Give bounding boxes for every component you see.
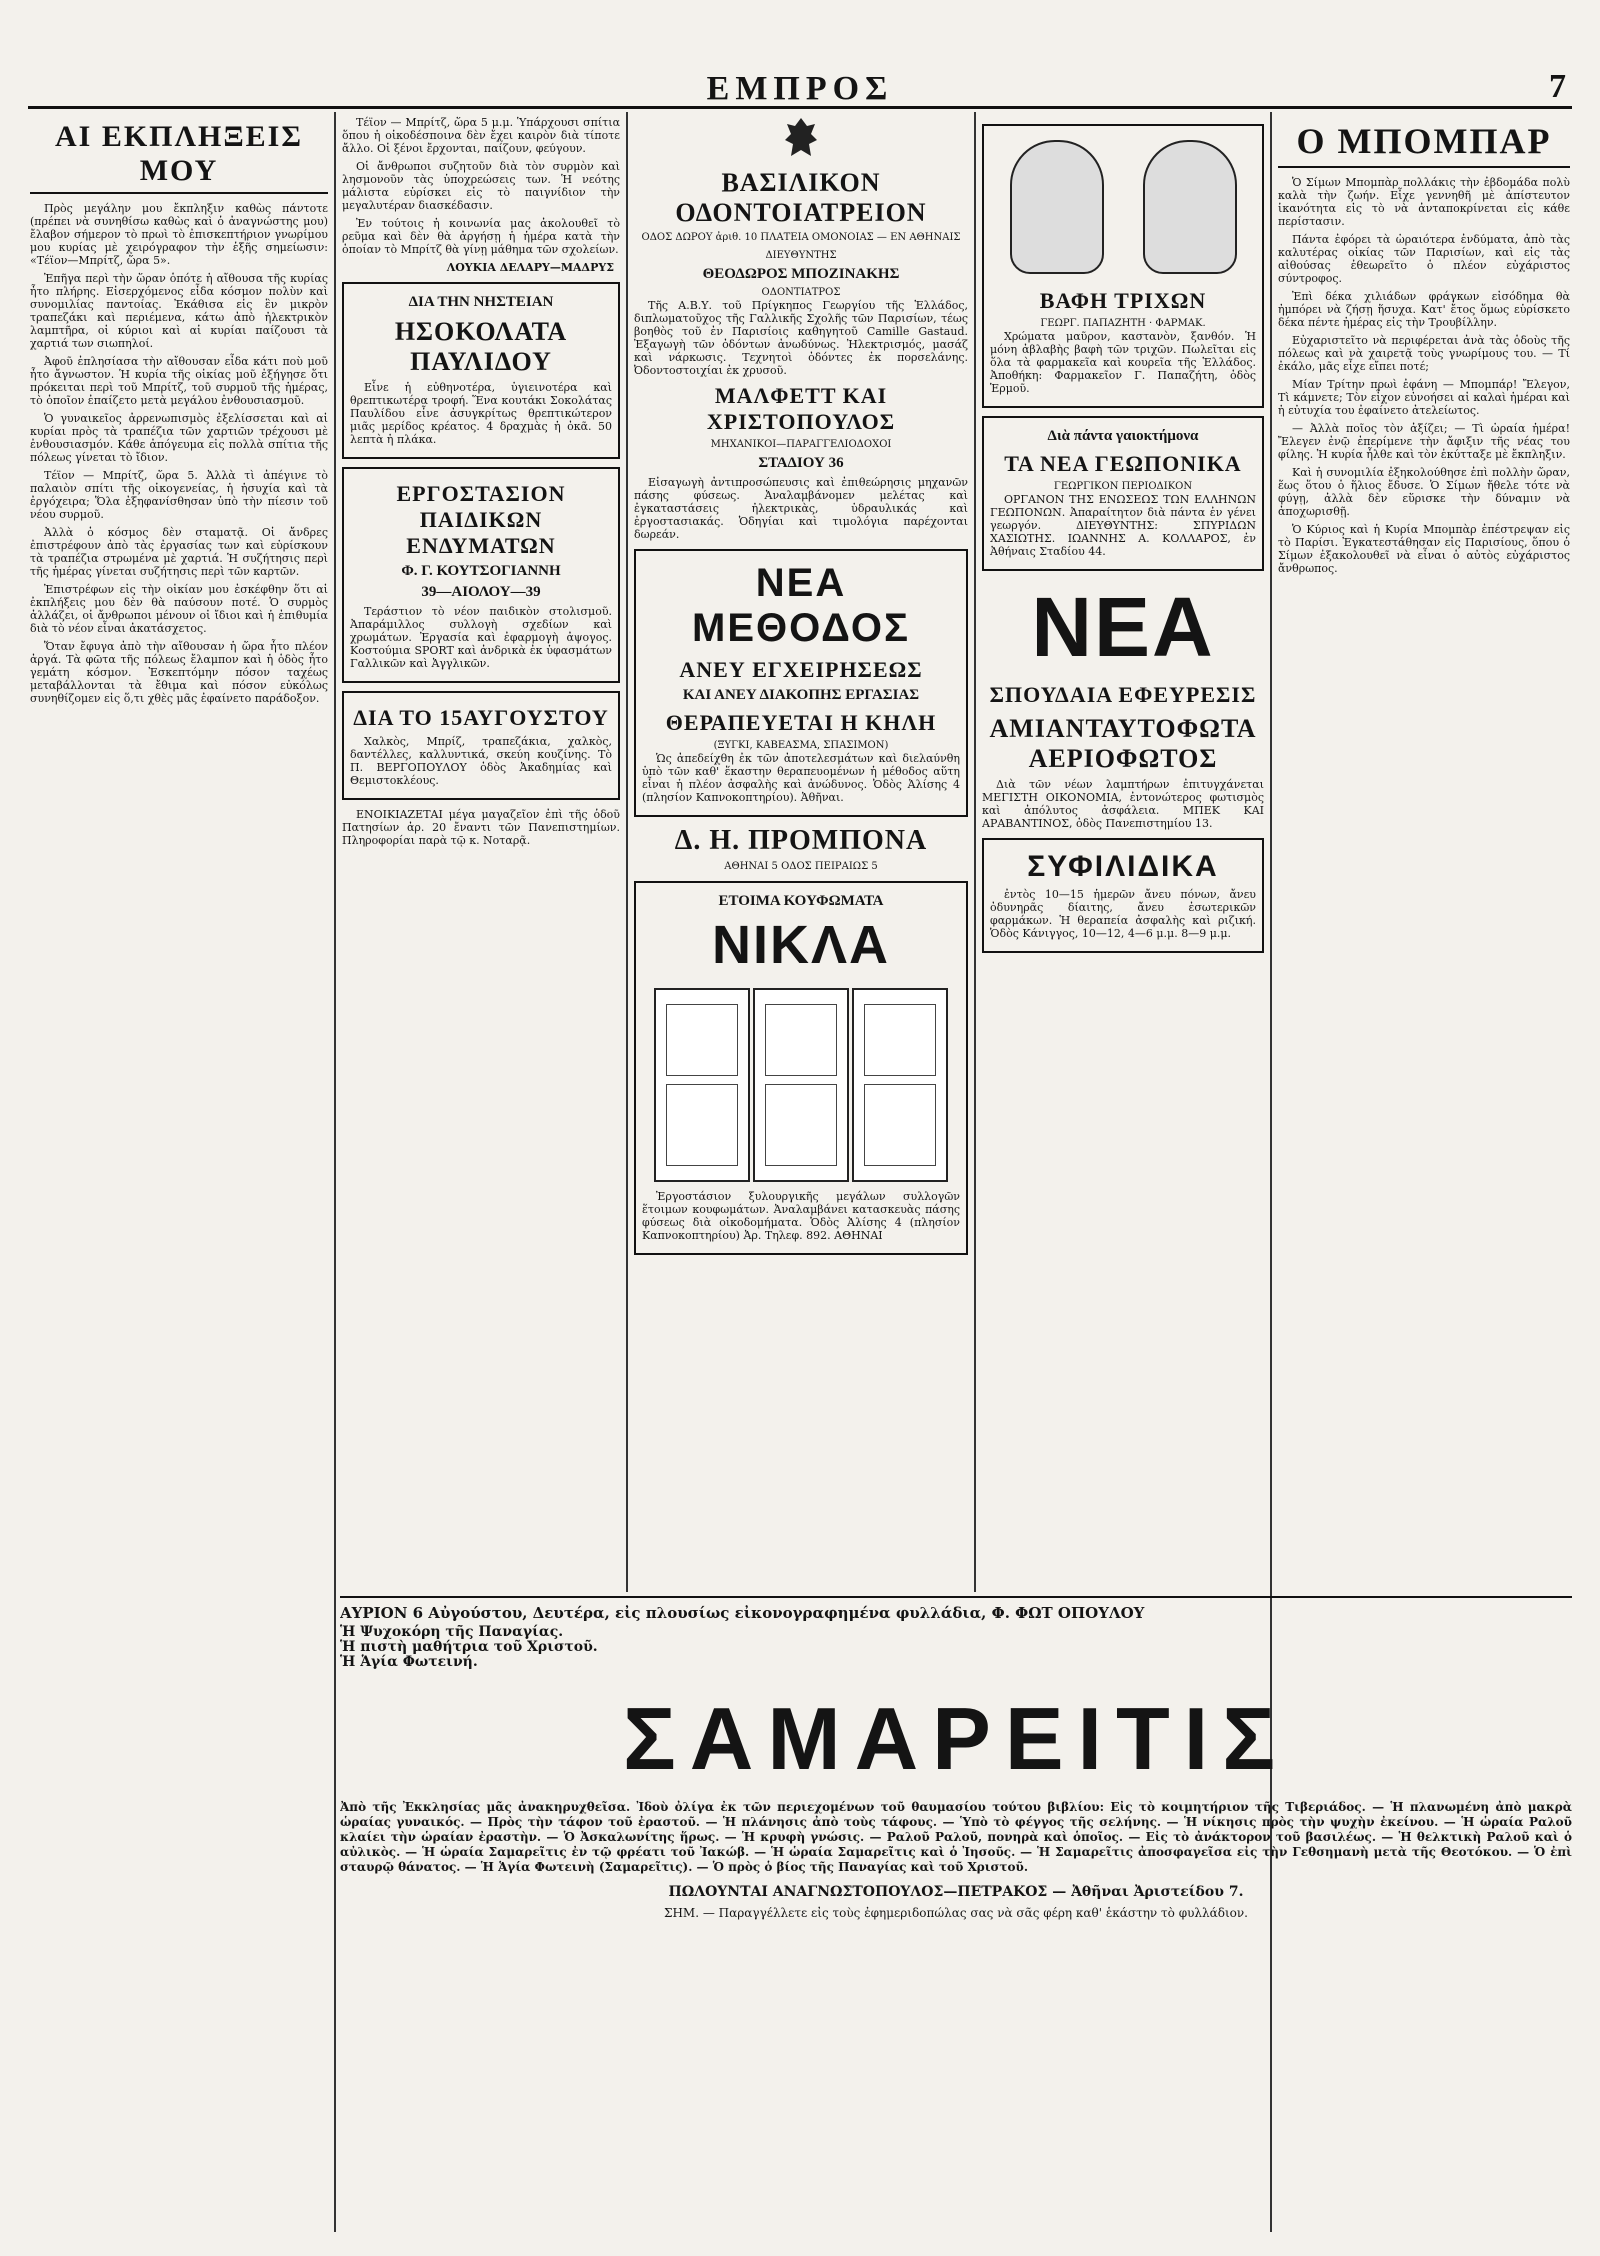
woman-portrait-icon	[1143, 140, 1237, 274]
samaritan-book-ad	[340, 1600, 1572, 2220]
column-4	[982, 116, 1264, 1596]
lamp-text: Διὰ τῶν νέων λαμπτήρων ἐπιτυγχάνεται ΜΕΓΙΣΤΗ ΟΙΚΟΝΟΜΙΑ, ἐντονώτερος φωτισμὸς καὶ ἀπόλυτος ἀσφάλεια. ΜΠΕΚ ΚΑΙ ΑΡΑΒΑΝΤΙΝΟΣ, ὁδὸς Πανεπιστημίου 13.	[982, 778, 1264, 830]
paragraph: Τέϊον — Μπρίτζ, ὥρα 5. Ἀλλὰ τὶ ἀπέγινε τὸ παλαιὸν σπίτι τῆς οἰκογενείας, ἡ ἡσυχία καὶ τὰ ἐργόχειρα; Ὅλα ἐξηφανίσθησαν ὑπὸ τὴν πίεσιν τοῦ νέου συρμοῦ.	[30, 469, 328, 521]
syphilis-title: ΣΥΦΙΛΙΔΙΚΑ	[1027, 850, 1219, 883]
ad-heading: ΔΙΑ ΤΗΝ ΝΗΣΤΕΙΑΝ	[408, 294, 554, 310]
paragraph: Ἀλλὰ ὁ κόσμος δὲν σταματᾷ. Οἱ ἄνδρες ἐπιστρέφουν ἀπὸ τὰς ἐργασίας των καὶ εὑρίσκουν τὰ τραπέζια στρωμένα μὲ χαρτιά. Ἡ συζήτησις περὶ τῆς ἡμέρας γίνεται συζήτησις περὶ τῶν καρτῶν.	[30, 526, 328, 578]
column-rule	[974, 112, 976, 1592]
paragraph: Ὁ γυναικεῖος ἀρρενωπισμὸς ἐξελίσσεται καὶ αἱ κυρίαι πρὸς τὰ τραπέζια τῶν χαρτιῶν τρέχουσι μὲ ἐνθουσιασμόν. Κάθε ἀπόγευμα εἰς πολλὰ σπίτια τῆς πόλεως γίνεται τὸ ἴδιον.	[30, 412, 328, 464]
man-portrait-icon	[1010, 140, 1104, 274]
book-title-line: Ἡ πιστὴ μαθήτρια τοῦ Χριστοῦ.	[340, 1639, 598, 1655]
paragraph: Οἱ ἄνθρωποι συζητοῦν διὰ τὸν συρμὸν καὶ λησμονοῦν τὰς ὑποχρεώσεις των. Ἡ νεότης μάλιστα εὑρίσκει εἰς τὸ παιγνίδιον τὴν μεγαλυτέραν διασκέδασιν.	[342, 160, 620, 212]
paragraph: Ὅταν ἔφυγα ἀπὸ τὴν αἴθουσαν ἡ ὥρα ἦτο πλέον ἀργά. Τὰ φῶτα τῆς πόλεως ἔλαμπον καὶ ἡ ὁδὸς ἦτο γεμάτη κόσμον. Ἐσκεπτόμην πόσον ταχέως μεταβάλλονται τὰ ἔθιμα καὶ πόσον εὐκόλως συνηθίζομεν εἰς ὅ,τι χθὲς μᾶς ἐφαίνετο παράδοξον.	[30, 640, 328, 705]
hernia-ad-sub: ΚΑΙ ΑΝΕΥ ΔΙΑΚΟΠΗΣ ΕΡΓΑΣΙΑΣ	[682, 687, 920, 703]
door-icon	[852, 988, 948, 1182]
director-role: ΟΔΟΝΤΙΑΤΡΟΣ	[761, 287, 841, 298]
hernia-ad-sub: ΘΕΡΑΠΕΥΕΤΑΙ Η ΚΗΛΗ	[665, 710, 937, 735]
bottom-ad-rule	[340, 1596, 1572, 1598]
column-1	[30, 116, 328, 2236]
story-title: Ο ΜΠΟΜΠΑΡ	[1278, 120, 1570, 168]
machinery-ad-title: ΜΑΛΦΕΤΤ ΚΑΙ ΧΡΙΣΤΟΠΟΥΛΟΣ	[706, 383, 896, 434]
ad-text: Χαλκὸς, Μπρίζ, τραπεζάκια, χαλκὸς, δαντέλλες, καλλυντικά, σκεύη κουζίνης. Τὸ Π. ΒΕΡΓΟΠΟΥΛΟΥ ὁδὸς Ἀκαδημίας καὶ Θεμιστοκλέους.	[350, 735, 612, 787]
column-rule	[626, 112, 628, 1592]
paragraph: Ὁ Κύριος καὶ ἡ Κυρία Μπομπὰρ ἐπέστρεψαν εἰς τὸ Παρίσι. Ἐγκατεστάθησαν εἰς Παρισίους, ὅπου ὁ Σίμων ἐξακολουθεῖ νὰ εἶναι ὁ αὐτὸς εὐχάριστος ἄνθρωπος.	[1278, 523, 1570, 575]
paragraph: Τέϊον — Μπρίτζ, ὥρα 5 μ.μ. Ὑπάρχουσι σπίτια ὅπου ἡ οἰκοδέσποινα δὲν ἔχει καιρὸν διὰ τίποτε ἄλλο. Οἱ ξένοι ἔρχονται, παίζουν, φεύγουν.	[342, 116, 620, 155]
book-ad-contents: Ἀπὸ τῆς Ἐκκλησίας μᾶς ἀνακηρυχθεῖσα. Ἰδοὺ ὀλίγα ἐκ τῶν περιεχομένων τοῦ θαυμασίου τούτου βιβλίου: Εἰς τὸ κοιμητήριον τῆς Τιβεριάδος. — Ἡ πλανωμένη ἀπὸ μακρὰ ὡραίας γυναικός. — Πρὸς τὴν τάφον τοῦ ἐραστοῦ. — Ἡ πλάνησις ἀπὸ τοὺς τάφους. — Ὑπὸ τὸ φέγγος τῆς σελήνης. — Ἡ νίκησις πρὸς τὴν ψυχὴν ἐκείνου. — Ἡ ὡραία Ραλοῦ κλαίει τὴν ὡραίαν ἐραστὴν. — Ὁ Ἀσκαλωνίτης ἥρως. — Ἡ κρυφὴ γνώσις. — Ραλοῦ Ραλοῦ, πονηρὰ καὶ ὁποῖος. — Εἰς τὸ ἀνάκτορον τοῦ βασιλέως. — Ἡ θελκτικὴ Ραλοῦ καὶ ὁ αὐλικὸς. — Ἡ ὡραία Σαμαρεῖτις ἐν τῷ φρέατι τοῦ Ἰακώβ. — Ἡ ὡραία Σαμαρεῖτις καὶ ὁ Ἰησοῦς. — Ἡ Σαμαρεῖτις ἀποσφαγεῖσα εἰς τὴν Γεθσημανὴ μετὰ τῆς Θεοτόκου. — Ὁ ἐπὶ σταυρῷ θάνατος. — Ἡ Ἁγία Φωτεινὴ (Σαμαρεῖτις). — Ὁ πρὸς ὁ βίος τῆς Παναγίας καὶ τοῦ Χριστοῦ.	[340, 1800, 1572, 1874]
director-label: ΔΙΕΥΘΥΝΤΗΣ	[765, 250, 837, 261]
book-title-line: Ἡ Ψυχοκόρη τῆς Παναγίας.	[340, 1624, 564, 1640]
hair-dye-ad	[982, 124, 1264, 408]
hernia-ad-title: ΝΕΑ ΜΕΘΟΔΟΣ	[692, 561, 910, 650]
door-illustrations	[642, 980, 960, 1190]
masthead	[28, 70, 1572, 109]
paragraph: Μίαν Τρίτην πρωὶ ἐφάνη — Μπομπάρ! Ἔλεγον, Τὶ κάμνετε; Τὸν εἶχον εὐνοήσει αἱ καλαὶ ἡμέραι καὶ ἡ εὐτυχία του ἐφαίνετο ἀτελείωτος.	[1278, 378, 1570, 417]
hernia-ad	[634, 549, 968, 817]
door-icon	[753, 988, 849, 1182]
dental-clinic-title: ΒΑΣΙΛΙΚΟΝ ΟΔΟΝΤΟΙΑΤΡΕΙΟΝ	[675, 168, 927, 227]
august-ad	[342, 691, 620, 800]
paragraph: Ὁ Σίμων Μπομπὰρ πολλάκις τὴν ἐβδομάδα πολὺ καλὰ τὴν ζωήν. Εἶχε γεννηθῆ μὲ ἀπίστευτον ἱκανότητα εἰς τὸ νὰ ἀνταποκρίνεται εἰς κάθε περίστασιν.	[1278, 176, 1570, 228]
ad-address: 39—ΑΙΟΛΟΥ—39	[421, 584, 541, 600]
book-ad-note: ΣΗΜ. — Παραγγέλλετε εἰς τοὺς ἐφημεριδοπώλας σας νὰ σᾶς φέρη καθ' ἑκάστην τὸ φυλλάδιον.	[663, 1906, 1248, 1920]
paragraph: Ἐπιστρέφων εἰς τὴν οἰκίαν μου ἐσκέφθην ὅτι αἱ ἐκπλήξεις μου δὲν θὰ παύσουν ποτέ. Ὁ συρμὸς ἀλλάζει, οἱ ἄνθρωποι μένουν οἱ ἴδιοι καὶ ἡ ἐπιθυμία διὰ τὸ νέον εἶναι ἀκατάσχετος.	[30, 583, 328, 635]
hernia-ad-sub: ΑΝΕΥ ΕΓΧΕΙΡΗΣΕΩΣ	[679, 657, 923, 682]
clothing-factory-ad	[342, 467, 620, 683]
journal-kicker: Διὰ πάντα γαιοκτήμονα	[1047, 428, 1199, 444]
doors-ad-brand: ΝΙΚΛΑ	[711, 915, 890, 975]
invention-sub: ΣΠΟΥΔΑΙΑ ΕΦΕΥΡΕΣΙΣ	[989, 682, 1257, 707]
paragraph: Ἐν τούτοις ἡ κοινωνία μας ἀκολουθεῖ τὸ ρεῦμα καὶ δὲν θὰ ἀργήσῃ ἡ ἡμέρα κατὰ τὴν ὁποίαν τὸ Μπρίτζ θὰ γίνῃ μάθημα τῶν σχολείων.	[342, 217, 620, 256]
paragraph: — Ἀλλὰ ποῖος τὸν ἀξίζει; — Τὶ ὡραία ἡμέρα! Ἔλεγεν ἐνῷ ἐπερίμενε τὴν ἄφιξιν τῆς νέας του φίλης. Ἡ κυρία ἦλθε καὶ τὸν ἐκύτταξε μὲ ἔκπληξιν.	[1278, 422, 1570, 461]
paragraph: Πρὸς μεγάλην μου ἔκπληξιν καθὼς πάντοτε (πρέπει νὰ συνηθίσω καθὼς καὶ ὁ ἀναγνώστης μου) ἔλαβον σήμερον τὸ πρωὶ τὸ ἐπισκεπτήριον γνωρίμου μου κυρίας μὲ χειρόγραφον τὴν ἑξῆς σημείωσιν: «Τέϊον—Μπρίτζ, ὥρα 5».	[30, 202, 328, 267]
invention-big-word: ΝΕΑ	[1031, 580, 1215, 674]
paragraph: Ἀφοῦ ἐπλησίασα τὴν αἴθουσαν εἶδα κάτι ποὺ μοῦ ἦτο ἄγνωστον. Ἡ κυρία τῆς οἰκίας μοῦ ἐξήγησε ὅτι πρόκειται περὶ τοῦ Μπρίτζ, τοῦ συρμοῦ τῆς ἡμέρας, τὸ ὁποῖον ἐπαίζετο μετὰ μεγάλου ἐνθουσιασμοῦ.	[30, 355, 328, 407]
column-3	[634, 116, 968, 1596]
hair-dye-owner: ΓΕΩΡΓ. ΠΑΠΑΖΗΤΗ · ΦΑΡΜΑΚ.	[1040, 318, 1206, 329]
ad-heading: ΕΡΓΟΣΤΑΣΙΟΝ ΠΑΙΔΙΚΩΝ ΕΝΔΥΜΑΤΩΝ	[396, 481, 566, 558]
syphilis-ad	[982, 838, 1264, 953]
column-rule	[334, 112, 336, 2232]
promponas-address: ΑΘΗΝΑΙ 5 ΟΔΟΣ ΠΕΙΡΑΙΩΣ 5	[724, 861, 878, 872]
paragraph: Πάντα ἐφόρει τὰ ὡραιότερα ἐνδύματα, ἀπὸ τὰς καλυτέρας οἰκίας τῶν Παρισίων, καὶ εἰς τὰς αἰθούσας ἐθεωρεῖτο ὁ πλέον εὐχάριστος σύντροφος.	[1278, 233, 1570, 285]
journal-title: ΤΑ ΝΕΑ ΓΕΩΠΟΝΙΚΑ	[1004, 451, 1242, 476]
hair-dye-text: Χρώματα μαῦρον, καστανὸν, ξανθόν. Ἡ μόνη ἀβλαβὴς βαφὴ τῶν τριχῶν. Πωλεῖται εἰς ὅλα τὰ φαρμακεῖα καὶ κουρεῖα τῆς Ἑλλάδος. Ἀποθήκη: Φαρμακεῖον Γ. Παπαζήτη, ὁδὸς Ἑρμοῦ.	[990, 330, 1256, 395]
hernia-ad-sub: (ΞΥΓΚΙ, ΚΑΒΕΑΣΜΑ, ΣΠΑΣΙΜΟΝ)	[713, 740, 889, 751]
journal-text: ΟΡΓΑΝΟΝ ΤΗΣ ΕΝΩΣΕΩΣ ΤΩΝ ΕΛΛΗΝΩΝ ΓΕΩΠΟΝΩΝ. Ἀπαραίτητον διὰ πάντα ἐν γένει γεωργόν. ΔΙΕΥΘΥΝΤΗΣ: ΣΠΥΡΙΔΩΝ ΧΑΣΙΩΤΗΣ. ΙΩΑΝΝΗΣ Α. ΚΟΛΛΑΡΟΣ, ἐν Ἀθήναις Σταδίου 44.	[990, 493, 1256, 558]
director-name: ΘΕΟΔΩΡΟΣ ΜΠΟΖΙΝΑΚΗΣ	[702, 266, 900, 282]
portrait-illustration	[990, 132, 1256, 282]
classified-ad: ΕΝΟΙΚΙΑΖΕΤΑΙ μέγα μαγαζεῖον ἐπὶ τῆς ὁδοῦ Πατησίων ἀρ. 20 ἔναντι τῶν Πανεπιστημίων. Πληροφορίαι παρὰ τῷ κ. Νοταρᾷ.	[342, 808, 620, 847]
machinery-ad-text: Εἰσαγωγὴ ἀντιπροσώπευσις καὶ ἐπιθεώρησις μηχανῶν πάσης φύσεως. Ἀναλαμβάνομεν μελέτας καὶ ἐγκαταστάσεις ἠλεκτρικὰς, ὑδραυλικάς καὶ ἐργοστασιακάς. Ὁδηγίαι καὶ τιμολόγια παρέχονται δωρεάν.	[634, 476, 968, 541]
paragraph: Καὶ ἡ συνομιλία ἐξηκολούθησε ἐπὶ πολλὴν ὥραν, ἕως ὅτου ὁ ἥλιος ἔδυσε. Ὁ Σίμων ἤθελε τότε νὰ φύγῃ, ἀλλὰ δὲν εὕρισκε τὴν δύναμιν νὰ ἀποχωρισθῇ.	[1278, 466, 1570, 518]
door-icon	[654, 988, 750, 1182]
dental-address: ΟΔΟΣ ΔΩΡΟΥ ἀριθ. 10 ΠΛΑΤΕΙΑ ΟΜΟΝΟΙΑΣ — ΕΝ ΑΘΗΝΑΙΣ	[641, 232, 961, 243]
promponas-title: Δ. Η. ΠΡΟΜΠΟΝΑ	[674, 825, 928, 856]
journal-sub: ΓΕΩΡΓΙΚΟΝ ΠΕΡΙΟΔΙΚΟΝ	[1053, 481, 1193, 492]
book-ad-lead: ΑΥΡΙΟΝ 6 Αὐγούστου, Δευτέρα, εἰς πλουσίως εἰκονογραφημένα φυλλάδια, Φ. ΦΩΤ ΟΠΟΥΛΟΥ	[340, 1604, 1145, 1622]
book-ad-title: ΣΑΜΑΡΕΙΤΙΣ	[622, 1689, 1290, 1788]
machinery-ad-sub: ΜΗΧΑΝΙΚΟΙ—ΠΑΡΑΓΓΕΛΙΟΔΟΧΟΙ	[710, 439, 892, 450]
column-2	[342, 116, 620, 1596]
machinery-ad-address: ΣΤΑΔΙΟΥ 36	[758, 455, 844, 471]
ad-product: ΗΣΟΚΟΛΑΤΑ ΠΑΥΛΙΔΟΥ	[394, 317, 568, 376]
book-ad-dealer: ΠΩΛΟΥΝΤΑΙ ΑΝΑΓΝΩΣΤΟΠΟΥΛΟΣ—ΠΕΤΡΑΚΟΣ — Ἀθῆναι Ἀριστείδου 7.	[668, 1884, 1244, 1900]
paragraph: Ἐπῆγα περὶ τὴν ὥραν ὁπότε ἡ αἴθουσα τῆς κυρίας ἦτο πλήρης. Εἰσερχόμενος εἶδα κόσμον πολὺν καὶ συνομιλίας παντοίας. Ἐκάθισα εἰς ἓν μικρὸν τραπεζάκι καὶ περιέμενα, κάτω ἀπὸ ἠλεκτρικὸν λαμπτῆρα, οἱ κύριοι καὶ αἱ κυρίαι παίζουσι τὰ χαρτιά των σιωπηλοί.	[30, 272, 328, 350]
lamp-title: ΑΜΙΑΝΤΑΥΤΟΦΩΤΑ ΑΕΡΙΟΦΩΤΟΣ	[989, 714, 1257, 773]
ad-text: Τεράστιον τὸ νέον παιδικὸν στολισμοῦ. Ἀπαράμιλλος συλλογὴ σχεδίων καὶ χρωμάτων. Ἐργασία καὶ ἐφαρμογὴ ἀψογος. Κοστούμια SPORT καὶ ἀνδρικὰ ἐκ ὑφασμάτων Γαλλικῶν καὶ Ἀγγλικῶν.	[350, 605, 612, 670]
ad-text: Εἶνε ἡ εὐθηνοτέρα, ὑγιεινοτέρα καὶ θρεπτικωτέρα τροφή. Ἕνα κουτάκι Σοκολάτας Παυλίδου εἶνε ἀσυγκρίτως θρεπτικώτερον μιᾶς μερίδος κρέατος. 4 δραχμὰς ἡ ὀκᾶ. 50 λεπτὰ ἡ πλάκα.	[350, 381, 612, 446]
syphilis-text: ἐντὸς 10—15 ἡμερῶν ἄνευ πόνων, ἄνευ ὀδυνηρᾶς δίαιτης, ἄνευ ἐσωτερικῶν φαρμάκων. Ἡ θεραπεία ἀσφαλὴς καὶ ριζική. Ὁδὸς Κάνιγγος, 10—12, 4—6 μ.μ. 8—9 μ.μ.	[990, 888, 1256, 940]
ad-owner: Φ. Γ. ΚΟΥΤΣΟΓΙΑΝΝΗ	[401, 563, 561, 579]
hair-dye-title: ΒΑΦΗ ΤΡΙΧΩΝ	[1039, 288, 1207, 313]
page-number: 7	[1549, 68, 1566, 105]
royal-crest-icon	[781, 116, 821, 162]
doors-ad	[634, 881, 968, 1255]
paragraph: Ἐπὶ δέκα χιλιάδων φράγκων εἰσόδημα θὰ ἠμπόρει νὰ ζήσῃ ἥσυχα. Κατ' ἔτος ὅμως εὑρίσκετο δέκα πέντε ἡμέρας εἰς τὴν Τρουβίλλην.	[1278, 290, 1570, 329]
agriculture-journal-ad	[982, 416, 1264, 571]
paragraph: Εὐχαριστεῖτο νὰ περιφέρεται ἀνὰ τὰς ὁδοὺς τῆς πόλεως καὶ νὰ χαιρετᾷ τοὺς γνωρίμους του. — Τί ἐκάλο, μᾶς εἶχε εἴπει ποτέ;	[1278, 334, 1570, 373]
dental-text: Τῆς Α.Β.Υ. τοῦ Πρίγκηπος Γεωργίου τῆς Ἑλλάδος, διπλωματοῦχος τῆς Γαλλικῆς Σχολῆς τῶν Παρισίων, τέως βοηθὸς τοῦ ἐν Παρισίοις καθηγητοῦ Camille Gastaud. Ἐξαγωγὴ τῶν ὀδόντων ἀνωδύνως. Ἠλεκτρισμός, μασάζ καὶ νάρκωσις. Τεχνητοὶ ὀδόντες ἐκ πορσελάνης. Ὀδοντοστοιχίαι ἐκ χρυσοῦ.	[634, 299, 968, 377]
chocolate-ad	[342, 282, 620, 459]
ad-heading: ΔΙΑ ΤΟ 15ΑΥΓΟΥΣΤΟΥ	[353, 705, 609, 730]
doors-ad-text: Ἐργοστάσιον ξυλουργικῆς μεγάλων συλλογῶν ἕτοιμων κουφωμάτων. Ἀναλαμβάνει κατασκευὰς πάσης φύσεως διὰ οἰκοδομήματα. Ὁδὸς Ἀλίσης 4 (πλησίον Καπνοκοπτηρίου) Ἀρ. Τηλεφ. 892. ΑΘΗΝΑΙ	[642, 1190, 960, 1242]
newspaper-name: ΕΜΠΡΟΣ	[706, 70, 894, 107]
column-5	[1278, 116, 1570, 1596]
article-signature: ΛΟΥΚΙΑ ΔΕΛΑΡΥ—ΜΑΔΡΥΣ	[446, 261, 614, 274]
book-title-line: Ἡ Ἁγία Φωτεινή.	[340, 1654, 478, 1670]
doors-ad-ready: ΕΤΟΙΜΑ ΚΟΥΦΩΜΑΤΑ	[718, 893, 884, 909]
article-title: ΑΙ ΕΚΠΛΗΞΕΙΣ ΜΟΥ	[30, 120, 328, 194]
hernia-ad-text: Ὡς ἀπεδείχθη ἐκ τῶν ἀποτελεσμάτων καὶ διελαύνθη ὑπὸ τῶν καθ' ἕκαστην θεραπευομένων ἡ μέθοδος αὕτη εἶναι ἡ πλέον ἀσφαλὴς καὶ ἀνώδυνος. Ὁδὸς Ἀλίσης 4 (πλησίον Καπνοκοπτηρίου). Ἀθῆναι.	[642, 752, 960, 804]
